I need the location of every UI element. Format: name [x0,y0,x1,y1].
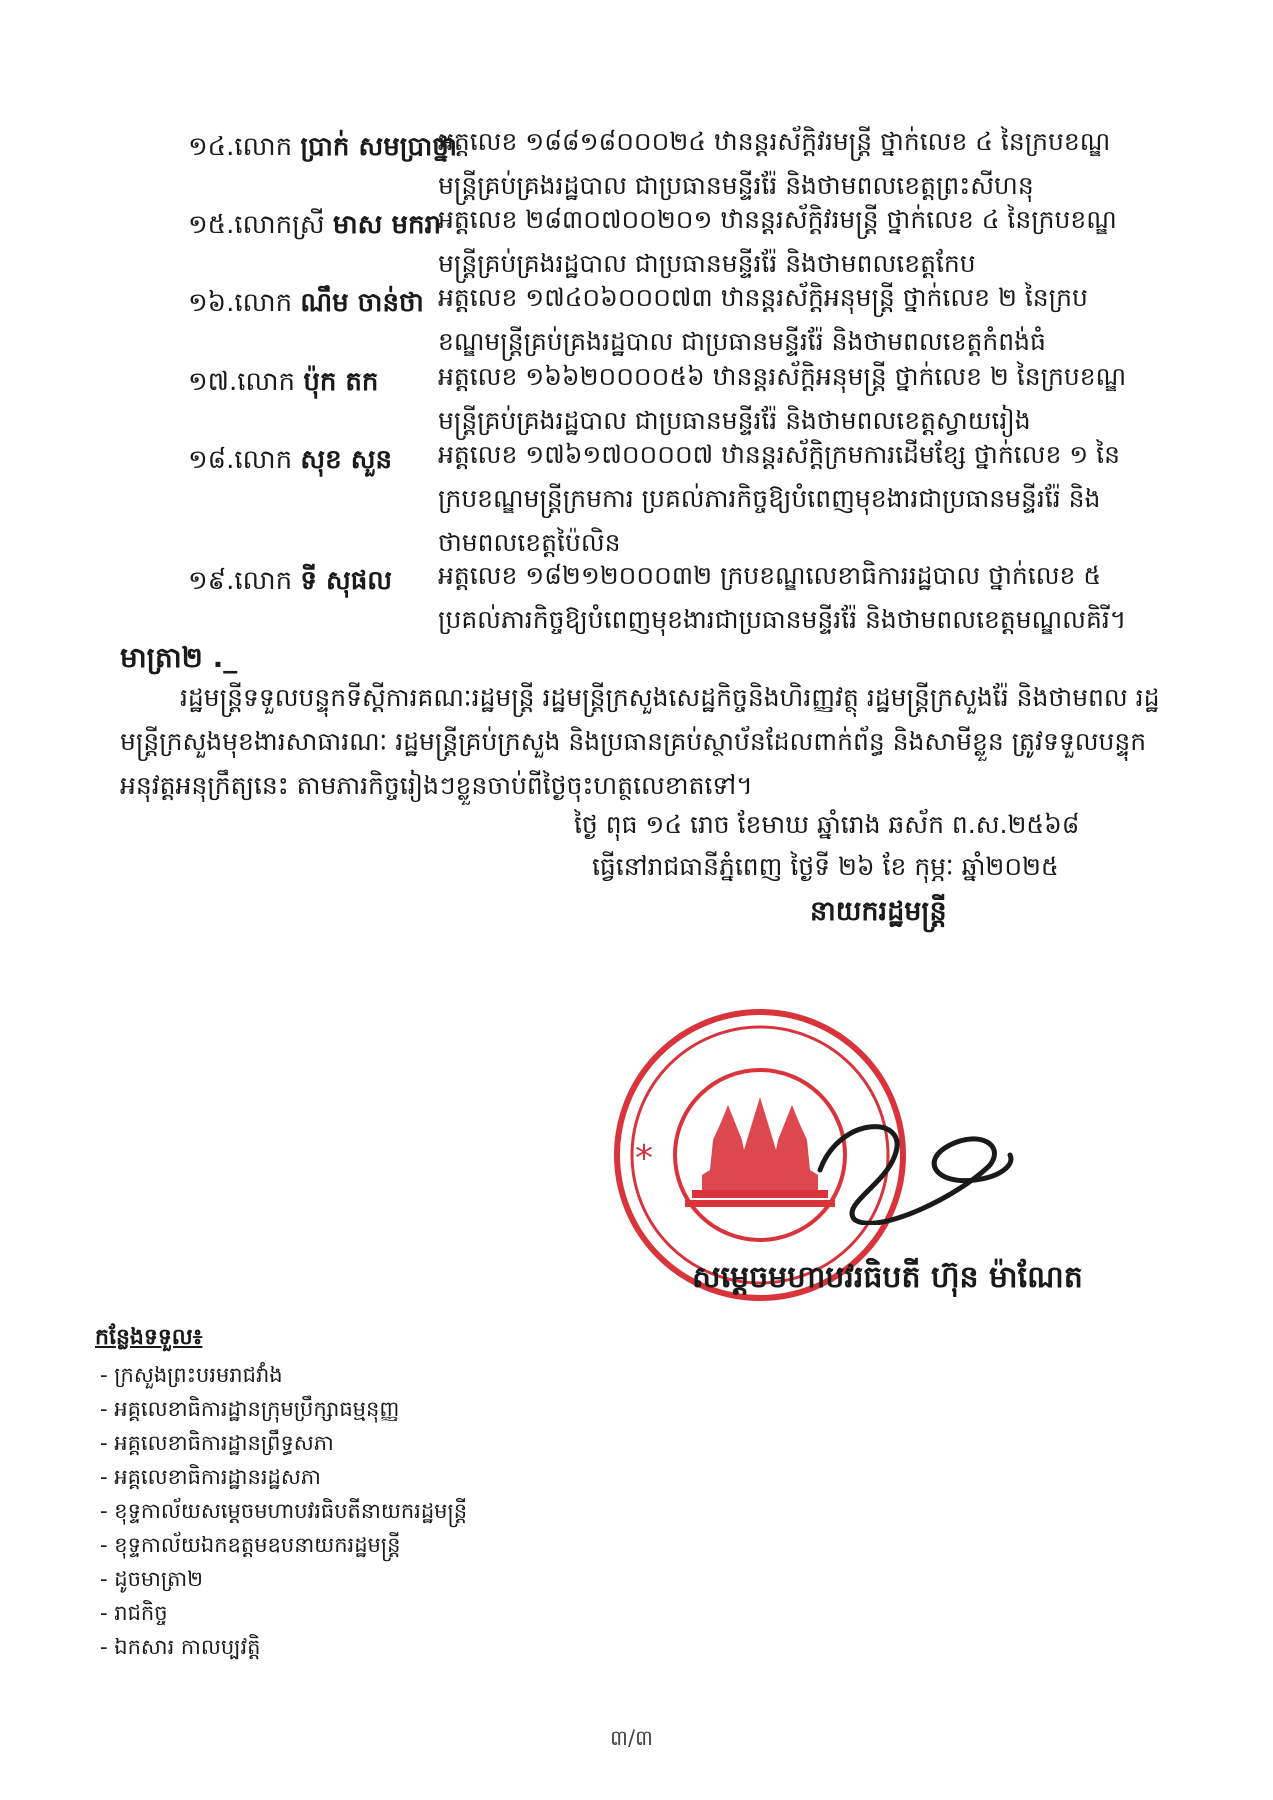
page-number: ៣/៣ [610,1726,653,1750]
entry-3-name-line: ១៧.លោក ប៉ុក តក [188,367,379,397]
entry-2-name: ណឹម ចាន់ថា [300,288,424,318]
entry-4-name-line: ១៨.លោក សុខ សួន [188,445,392,475]
solar-date-line: ធ្វើនៅរាជធានីភ្នំពេញ ថ្ងៃទី ២៦ ខែ កុម្ភៈ ឆ្នាំ២០២៥ [592,852,1059,881]
distribution-item: - អគ្គលេខាធិការដ្ឋានព្រឹទ្ធសភា [100,1431,334,1455]
distribution-item: - ឯកសារ កាលប្បវត្តិ [100,1635,261,1659]
entry-0-name-line: ១៤.លោក ប្រាក់ សមប្រាថ្នា [188,132,457,162]
article-2-heading: មាត្រា២ ._ [120,641,238,674]
entry-1-description: អត្តលេខ ២៨៣០៧០០២០១ ឋានន្តរស័ក្តិវរមន្ត្រី ថ្នាក់លេខ ៤ នៃក្របខណ្ឌមន្ត្រីគ្រប់គ្រងរដ្ឋបាល ជាប្រធានមន្ទីររ៉ែ និងថាមពលខេត្តកែប [438,205,1117,278]
lunar-date-line: ថ្ងៃ ពុធ ១៤ រោច ខែមាឃ ឆ្នាំរោង ឆស័ក ព.ស.២៥៦៨ [574,810,1080,839]
entry-1-name-line: ១៥.លោកស្រី មាស មករា [188,210,441,240]
signatory-title: នាយករដ្ឋមន្ត្រី [810,896,947,927]
signatory-name: សម្តេចមហាបវរធិបតី ហ៊ុន ម៉ាណែត [692,1260,1083,1295]
distribution-item: - អគ្គលេខាធិការដ្ឋានរដ្ឋសភា [100,1465,321,1489]
entry-5-description: អត្តលេខ ១៨២១២០០០៣២ ក្របខណ្ឌលេខាធិការរដ្ឋបាល ថ្នាក់លេខ ៥ ប្រគល់ភារកិច្ចឱ្យបំពេញមុខងារជាប្រធានមន្ទីររ៉ែ និងថាមពលខេត្តមណ្ឌលគិរី។ [438,561,1127,634]
entry-2-name-line: ១៦.លោក ណឹម ចាន់ថា [188,288,424,318]
entry-5-name: ទី សុផល [300,566,392,596]
entry-0-description: អត្តលេខ ១៨៨១៨០០០២៤ ឋានន្តរស័ក្តិវរមន្ត្រី ថ្នាក់លេខ ៤ នៃក្របខណ្ឌមន្ត្រីគ្រប់គ្រងរដ្ឋបាល ជាប្រធានមន្ទីររ៉ែ និងថាមពលខេត្តព្រះសីហនុ [438,127,1111,200]
distribution-title: កន្លែងទទួល៖ [95,1325,203,1350]
distribution-item: - រាជកិច្ច [100,1601,168,1625]
entry-4-name: សុខ សួន [300,445,392,475]
distribution-item: - ខុទ្ទកាល័យសម្តេចមហាបវរធិបតីនាយករដ្ឋមន្ត្រី [100,1499,468,1523]
signature-icon [800,1085,1020,1225]
article-2-body: រដ្ឋមន្ត្រីទទួលបន្ទុកទីស្តីការគណៈរដ្ឋមន្ត្រី រដ្ឋមន្ត្រីក្រសួងសេដ្ឋកិច្ចនិងហិរញ្ញវត្ថុ រដ្ឋមន្ត្រីក្រសួងរ៉ែ និងថាមពល រដ្ឋមន្ត្រីក្រសួងមុខងារសាធារណៈ រដ្ឋមន្ត្រីគ្រប់ក្រសួង និងប្រធានគ្រប់ស្ថាប័នដែលពាក់ព័ន្ធ និងសាមីខ្លួន ត្រូវទទួលបន្ទុកអនុវត្តអនុក្រឹត្យនេះ តាមភារកិច្ចរៀងៗខ្លួនចាប់ពីថ្ងៃចុះហត្ថលេខាតទៅ។ [120,683,1160,800]
distribution-list [100,1358,467,1664]
distribution-item: - ខុទ្ទកាល័យឯកឧត្តមឧបនាយករដ្ឋមន្ត្រី [100,1533,401,1557]
distribution-item: - ដូចមាត្រា២ [100,1567,204,1591]
entry-2-description: អត្តលេខ ១៧៤០៦០០០៧៣ ឋានន្តរស័ក្តិអនុមន្ត្រី ថ្នាក់លេខ ២ នៃក្របខណ្ឌមន្ត្រីគ្រប់គ្រងរដ្ឋបាល ជាប្រធានមន្ទីររ៉ែ និងថាមពលខេត្តកំពង់ធំ [438,283,1088,356]
entry-4-description: អត្តលេខ ១៧៦១៧០០០០៧ ឋានន្តរស័ក្តិក្រមការដើមខ្សែ ថ្នាក់លេខ ១ នៃក្របខណ្ឌមន្ត្រីក្រមការ ប្រគល់ភារកិច្ចឱ្យបំពេញមុខងារជាប្រធានមន្ទីររ៉ែ និងថាមពលខេត្តប៉ៃលិន [438,440,1120,557]
distribution-item: - ក្រសួងព្រះបរមរាជវាំង [100,1363,283,1387]
entry-1-name: មាស មករា [332,210,441,240]
entry-3-name: ប៉ុក តក [303,367,379,397]
svg-text:*: * [635,1138,653,1179]
entry-3-description: អត្តលេខ ១៦៦២០០០០៥៦ ឋានន្តរស័ក្តិអនុមន្ត្រី ថ្នាក់លេខ ២ នៃក្របខណ្ឌមន្ត្រីគ្រប់គ្រងរដ្ឋបាល ជាប្រធានមន្ទីររ៉ែ និងថាមពលខេត្តស្វាយរៀង [438,362,1127,435]
entry-5-name-line: ១៩.លោក ទី សុផល [188,566,392,596]
entry-0-name: ប្រាក់ សមប្រាថ្នា [300,132,457,162]
distribution-item: - អគ្គលេខាធិការដ្ឋានក្រុមប្រឹក្សាធម្មនុញ្ញ [100,1397,400,1421]
